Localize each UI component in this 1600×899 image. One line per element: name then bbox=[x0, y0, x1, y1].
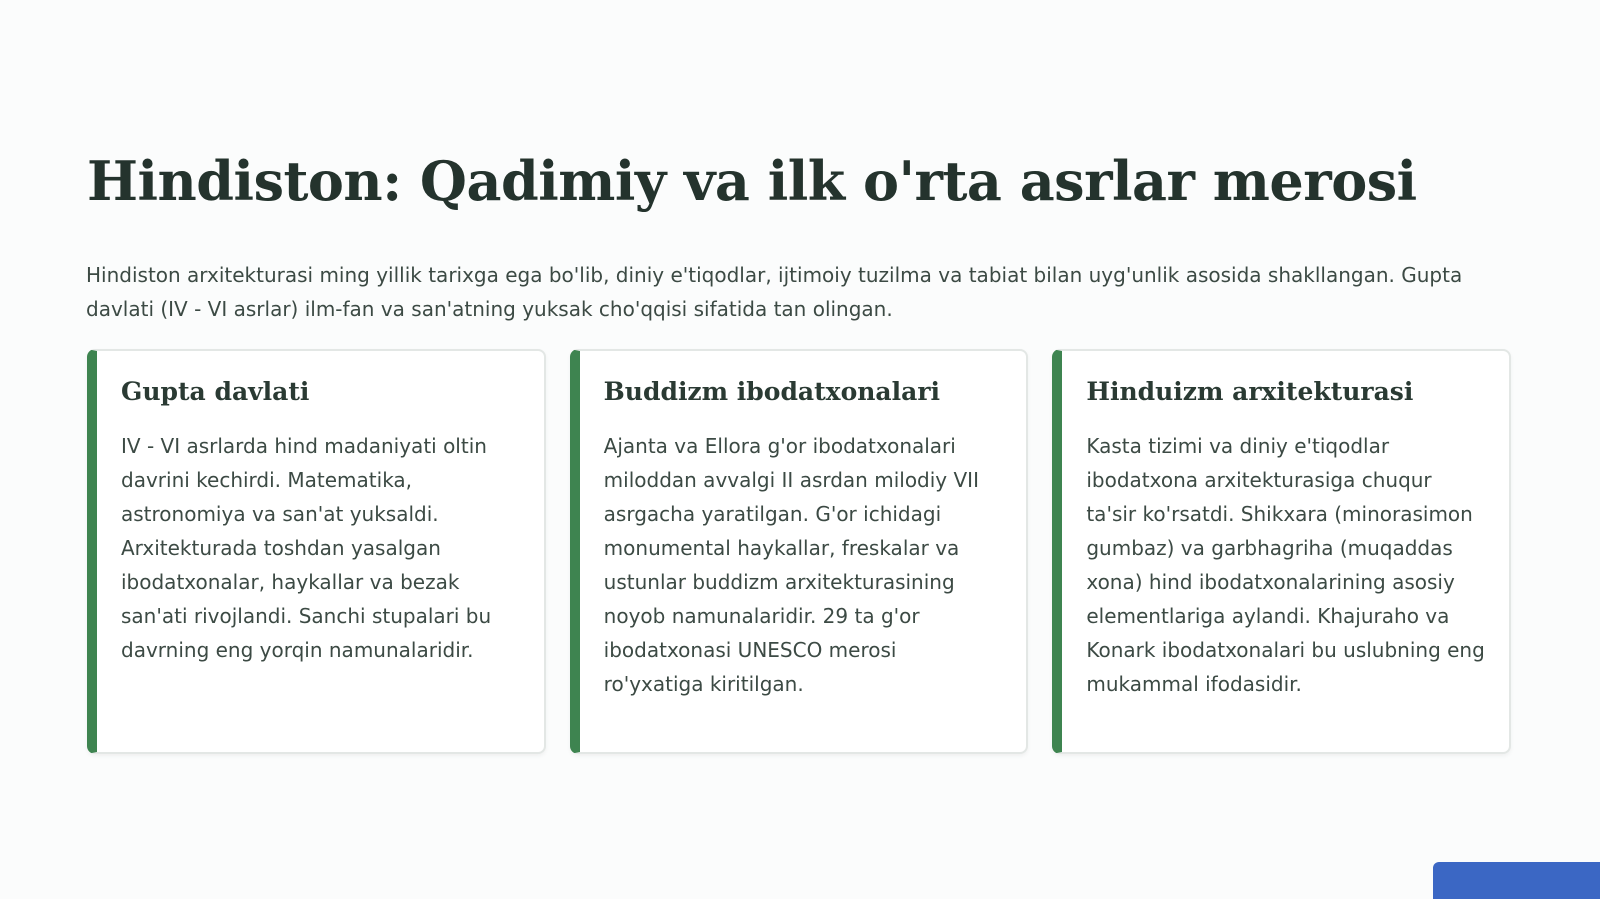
page-title: Hindiston: Qadimiy va ilk o'rta asrlar merosi bbox=[87, 149, 1417, 213]
card-text: IV - VI asrlarda hind madaniyati oltin davrini kechirdi. Matematika, astronomiya va san'at yuksaldi. Arxitekturada toshdan yasalgan ibodatxonalar, haykallar va bezak san'ati rivojlandi. Sanchi stupalari bu davrning eng yorqin namunalaridir. bbox=[121, 434, 492, 662]
card-buddhism bbox=[570, 349, 1029, 754]
card-text: Kasta tizimi va diniy e'tiqodlar ibodatxona arxitekturasiga chuqur ta'sir ko'rsatdi. Shikxara (minorasimon gumbaz) va garbhagriha (muqaddas xona) hind ibodatxonalarining asosiy elementlariga aylandi. Khajuraho va Konark ibodatxonalari bu uslubning eng mukammal ifodasidir. bbox=[1086, 434, 1485, 696]
card-text: Ajanta va Ellora g'or ibodatxonalari miloddan avvalgi II asrdan milodiy VII asrgacha yaratilgan. G'or ichidagi monumental haykallar, freskalar va ustunlar buddizm arxitekturasining noyob namunalaridir. 29 ta g'or ibodatxonasi UNESCO merosi ro'yxatiga kiritilgan. bbox=[603, 434, 979, 696]
card-hinduism bbox=[1052, 349, 1511, 754]
card-row bbox=[87, 349, 1511, 754]
card-title: Buddizm ibodatxonalari bbox=[603, 377, 940, 406]
slide-navigation-bar[interactable] bbox=[1433, 862, 1600, 899]
card-title: Hinduizm arxitekturasi bbox=[1086, 377, 1414, 406]
card-title: Gupta davlati bbox=[121, 377, 310, 406]
card-gupta bbox=[87, 349, 546, 754]
intro-paragraph: Hindiston arxitekturasi ming yillik tarixga ega bo'lib, diniy e'tiqodlar, ijtimoiy tuzilma va tabiat bilan uyg'unlik asosida shakllangan. Gupta davlati (IV - VI asrlar) ilm-fan va san'atning yuksak cho'qqisi sifatida tan olingan. bbox=[86, 263, 1463, 321]
